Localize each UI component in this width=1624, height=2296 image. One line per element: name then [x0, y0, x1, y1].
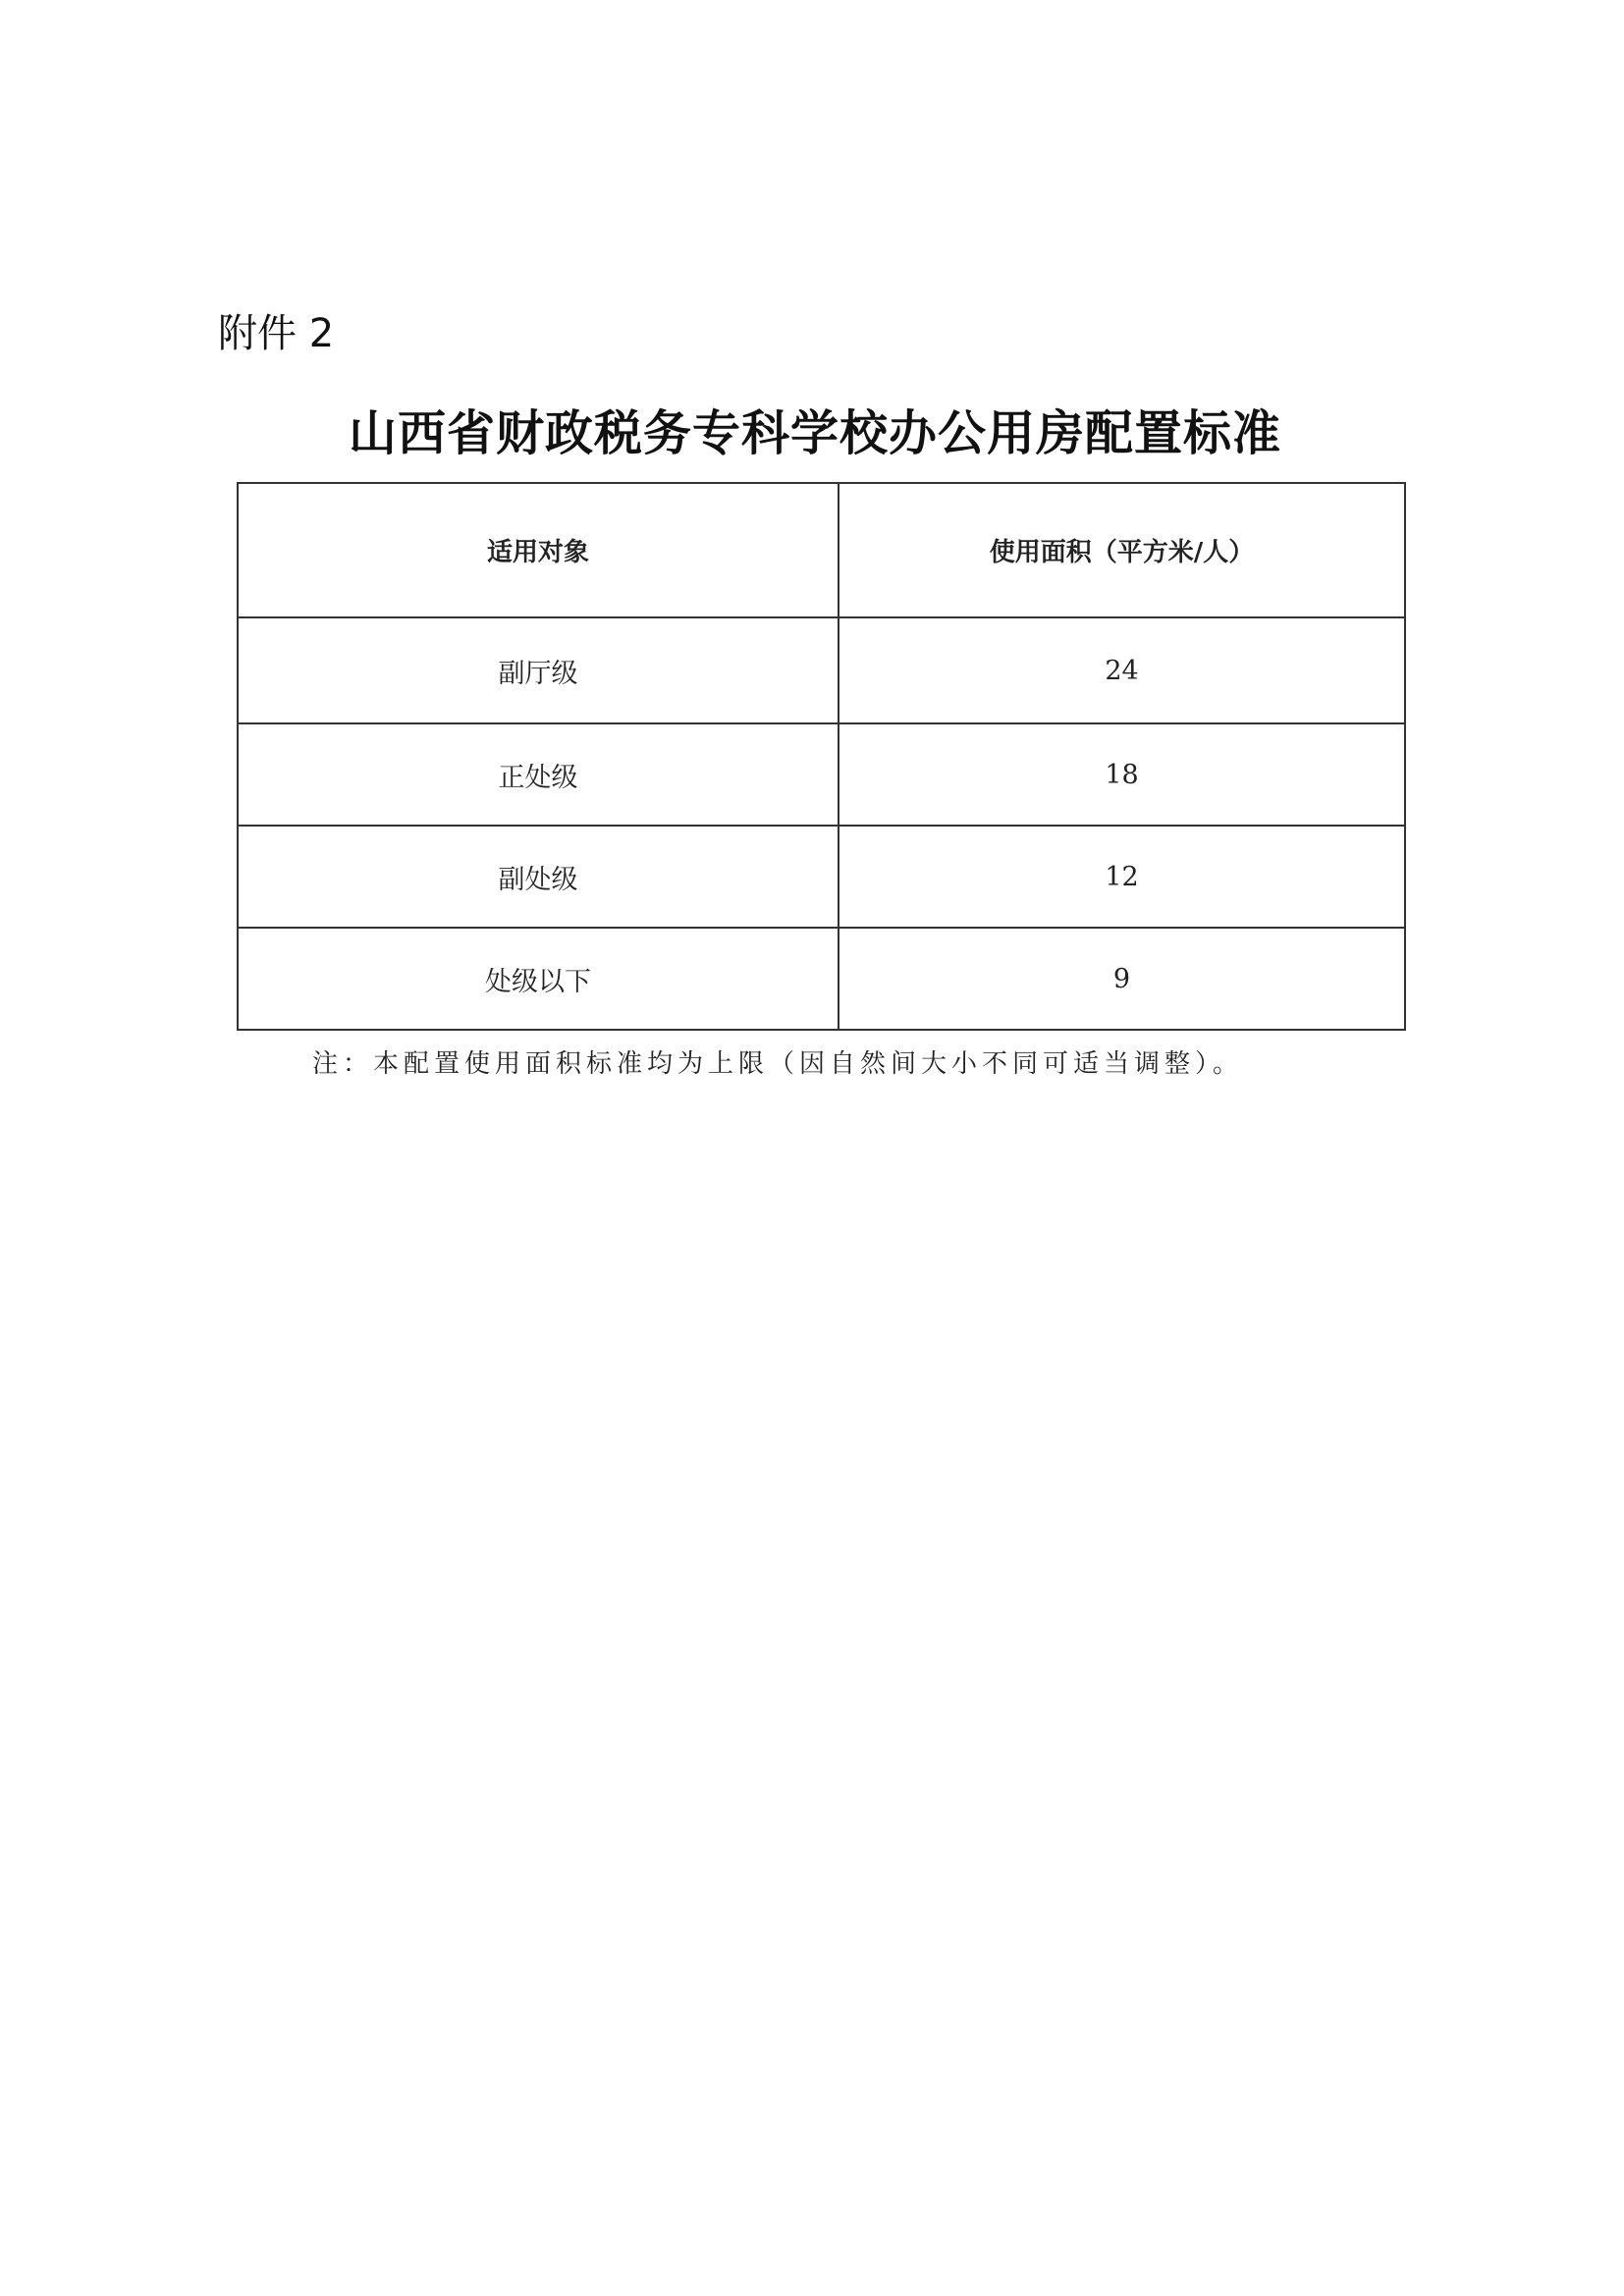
attachment-label: 附件 2	[218, 311, 335, 356]
cell-area: 9	[839, 928, 1405, 1030]
table-row	[238, 826, 1405, 928]
cell-level: 副处级	[238, 826, 839, 928]
table-row	[238, 723, 1405, 826]
cell-area: 18	[839, 723, 1405, 826]
office-space-standard-table	[237, 482, 1406, 1031]
document-title: 山西省财政税务专科学校办公用房配置标准	[348, 404, 1281, 461]
table-row	[238, 928, 1405, 1030]
header-applicable-target: 适用对象	[238, 483, 839, 617]
cell-area: 24	[839, 617, 1405, 723]
table-row	[238, 617, 1405, 723]
cell-area: 12	[839, 826, 1405, 928]
cell-level: 副厅级	[238, 617, 839, 723]
cell-level: 正处级	[238, 723, 839, 826]
header-usable-area: 使用面积（平方米/人）	[839, 483, 1405, 617]
table-header-row	[238, 483, 1405, 617]
table-note: 注：本配置使用面积标准均为上限（因自然间大小不同可适当调整）。	[312, 1049, 1244, 1079]
cell-level: 处级以下	[238, 928, 839, 1030]
